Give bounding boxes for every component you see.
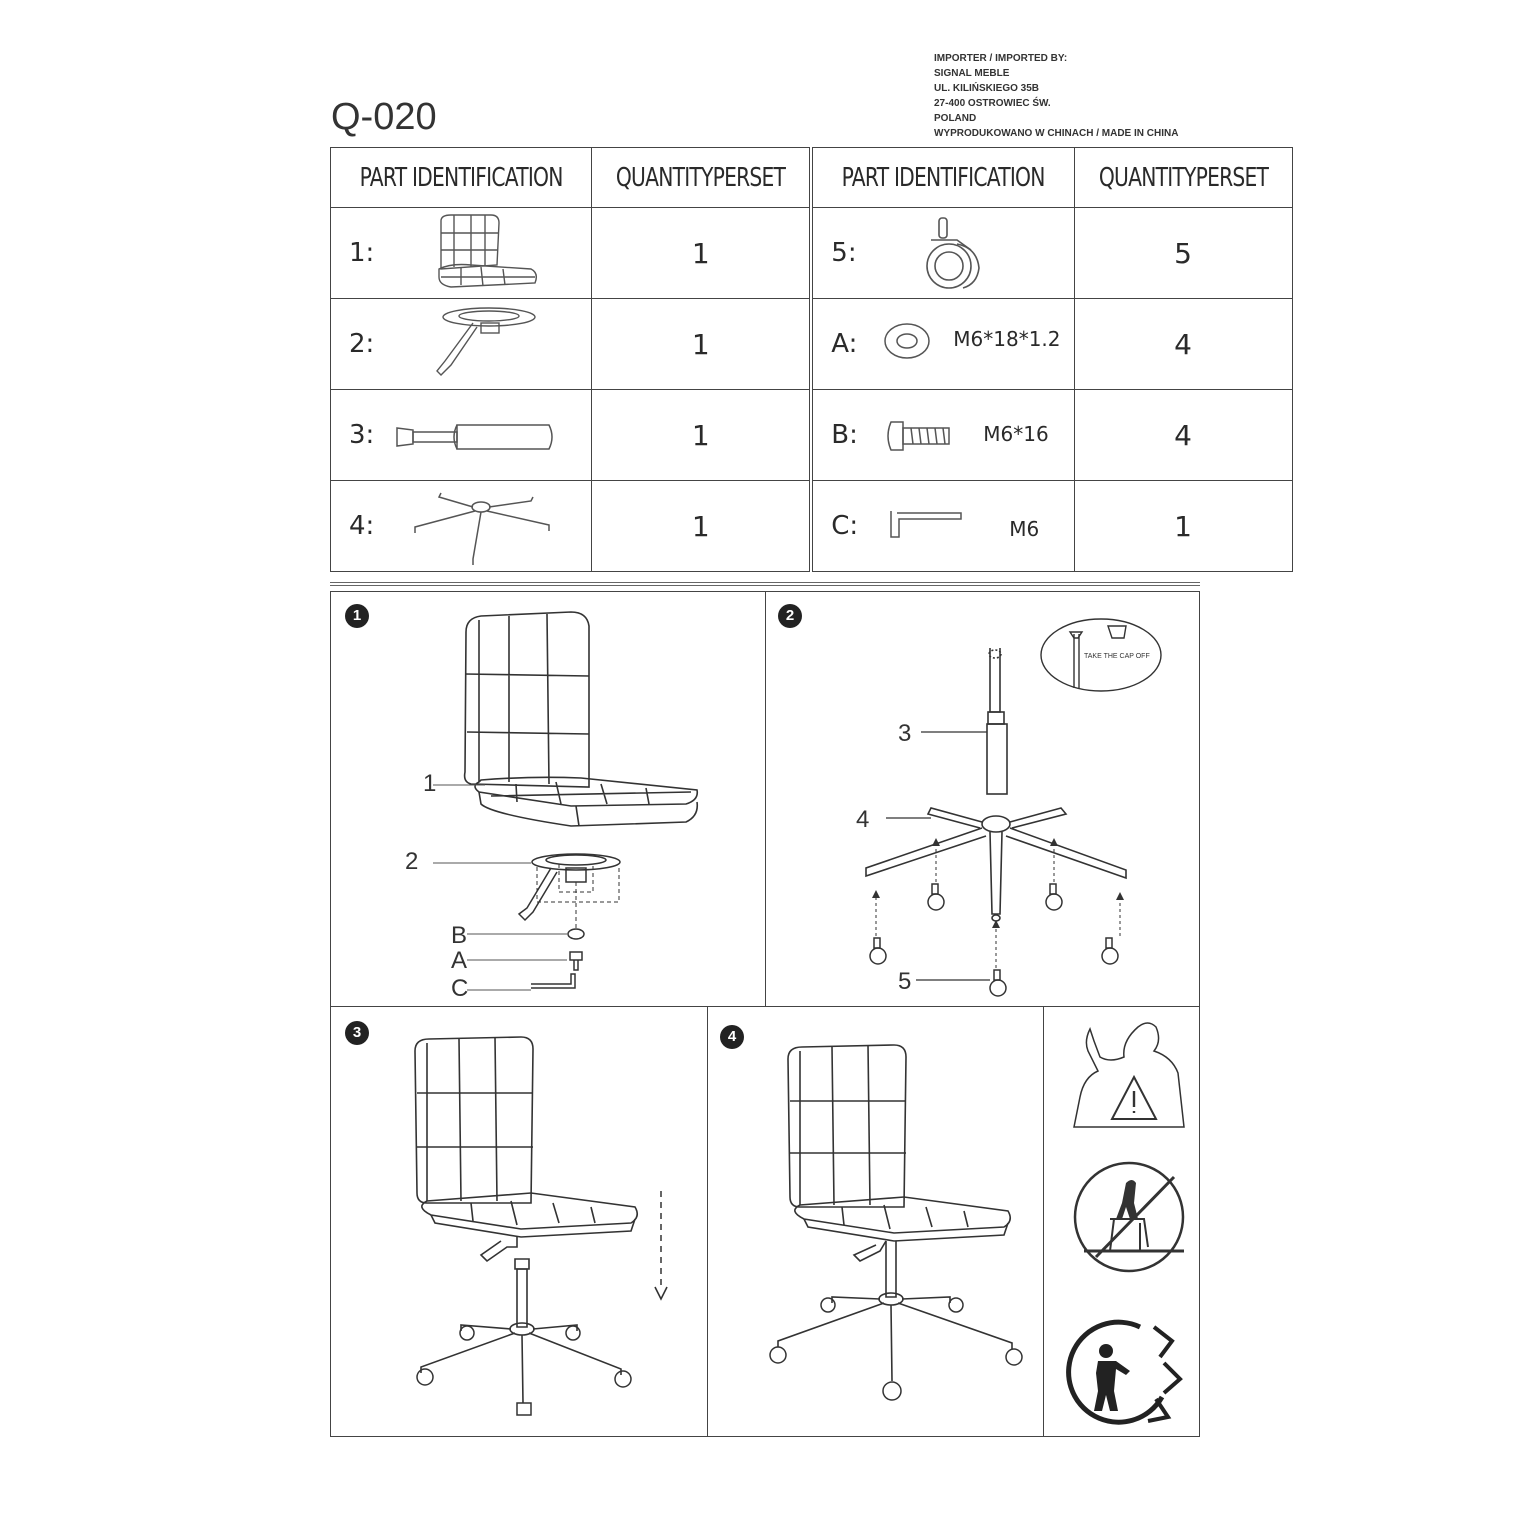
header-quantity: QUANTITYPERSET xyxy=(1074,148,1292,208)
qty-cell: 4 xyxy=(1074,390,1292,481)
part-id: A: xyxy=(831,329,858,359)
part-id: 4: xyxy=(349,511,375,541)
callout-label: 4 xyxy=(856,806,870,833)
person-disposal-icon xyxy=(1094,1344,1130,1411)
table-row xyxy=(331,208,1293,299)
header-part-identification: PART IDENTIFICATION xyxy=(811,148,1074,208)
qty-cell: 1 xyxy=(592,299,812,390)
importer-line: SIGNAL MEBLE xyxy=(934,68,1010,79)
washer-icon xyxy=(883,321,933,361)
part-cell xyxy=(811,299,1074,390)
part-cell xyxy=(811,390,1074,481)
table-row xyxy=(331,299,1293,390)
importer-line: POLAND xyxy=(934,113,977,124)
warning-icons-panel xyxy=(1043,1006,1200,1437)
bolt-icon xyxy=(885,416,955,456)
parts-table xyxy=(330,147,1293,572)
step-4-panel xyxy=(707,1006,1045,1437)
qty-cell: 5 xyxy=(1074,208,1292,299)
gas-lift-icon xyxy=(393,420,563,454)
qty-cell: 1 xyxy=(592,481,812,572)
step-number: 2 xyxy=(778,604,802,628)
seat-icon xyxy=(431,213,551,295)
no-standing-icon xyxy=(1075,1163,1184,1271)
step-number: 4 xyxy=(720,1025,744,1049)
step-4-illustration xyxy=(708,1007,1046,1438)
importer-line: WYPRODUKOWANO W CHINACH / MADE IN CHINA xyxy=(934,128,1179,139)
part-id: 2: xyxy=(349,329,375,359)
qty-cell: 1 xyxy=(592,390,812,481)
qty-cell: 1 xyxy=(592,208,812,299)
part-id: B: xyxy=(831,420,858,450)
model-number: Q-020 xyxy=(331,96,437,138)
person-warning-icon xyxy=(1074,1023,1184,1127)
mechanism-plate-icon xyxy=(429,305,539,385)
part-cell xyxy=(331,299,592,390)
part-cell xyxy=(811,481,1074,572)
part-id: 5: xyxy=(831,238,857,268)
table-header-row xyxy=(331,148,1293,208)
importer-info xyxy=(934,51,1178,141)
part-cell xyxy=(811,208,1074,299)
part-cell xyxy=(331,208,592,299)
part-cell xyxy=(331,390,592,481)
step-2-panel xyxy=(765,591,1200,1008)
step-1-panel xyxy=(330,591,767,1008)
star-base-icon xyxy=(411,487,561,567)
allen-key-icon xyxy=(889,509,965,545)
importer-line: UL. KILIŃSKIEGO 35B xyxy=(934,83,1040,94)
header-part-identification: PART IDENTIFICATION xyxy=(331,148,592,208)
part-spec: M6*18*1.2 xyxy=(953,327,1061,351)
callout-label: 5 xyxy=(898,968,912,995)
callout-label: C xyxy=(451,975,469,1002)
part-id: 1: xyxy=(349,238,375,268)
importer-line: 27-400 OSTROWIEC ŚW. xyxy=(934,98,1051,109)
step-number: 3 xyxy=(345,1021,369,1045)
callout-label: 2 xyxy=(405,848,419,875)
header-quantity: QUANTITYPERSET xyxy=(592,148,812,208)
part-spec: M6 xyxy=(1009,517,1040,541)
importer-line: IMPORTER / IMPORTED BY: xyxy=(934,53,1068,64)
qty-cell: 4 xyxy=(1074,299,1292,390)
caster-icon xyxy=(921,216,991,292)
callout-label: 3 xyxy=(898,720,912,747)
table-row xyxy=(331,390,1293,481)
step-3-panel xyxy=(330,1006,709,1437)
inset-caption: TAKE THE CAP OFF xyxy=(1084,653,1150,660)
divider xyxy=(330,582,1200,583)
part-spec: M6*16 xyxy=(983,422,1049,446)
callout-label: B xyxy=(451,922,468,949)
callout-label: 1 xyxy=(423,770,437,797)
qty-cell: 1 xyxy=(1074,481,1292,572)
step-number: 1 xyxy=(345,604,369,628)
step-3-illustration xyxy=(331,1007,710,1438)
table-row xyxy=(331,481,1293,572)
part-id: 3: xyxy=(349,420,375,450)
part-cell xyxy=(331,481,592,572)
step-2-illustration xyxy=(766,592,1201,1009)
part-id: C: xyxy=(831,511,859,541)
divider xyxy=(330,585,1200,586)
step-1-illustration xyxy=(331,592,768,1009)
callout-label: A xyxy=(451,947,468,974)
